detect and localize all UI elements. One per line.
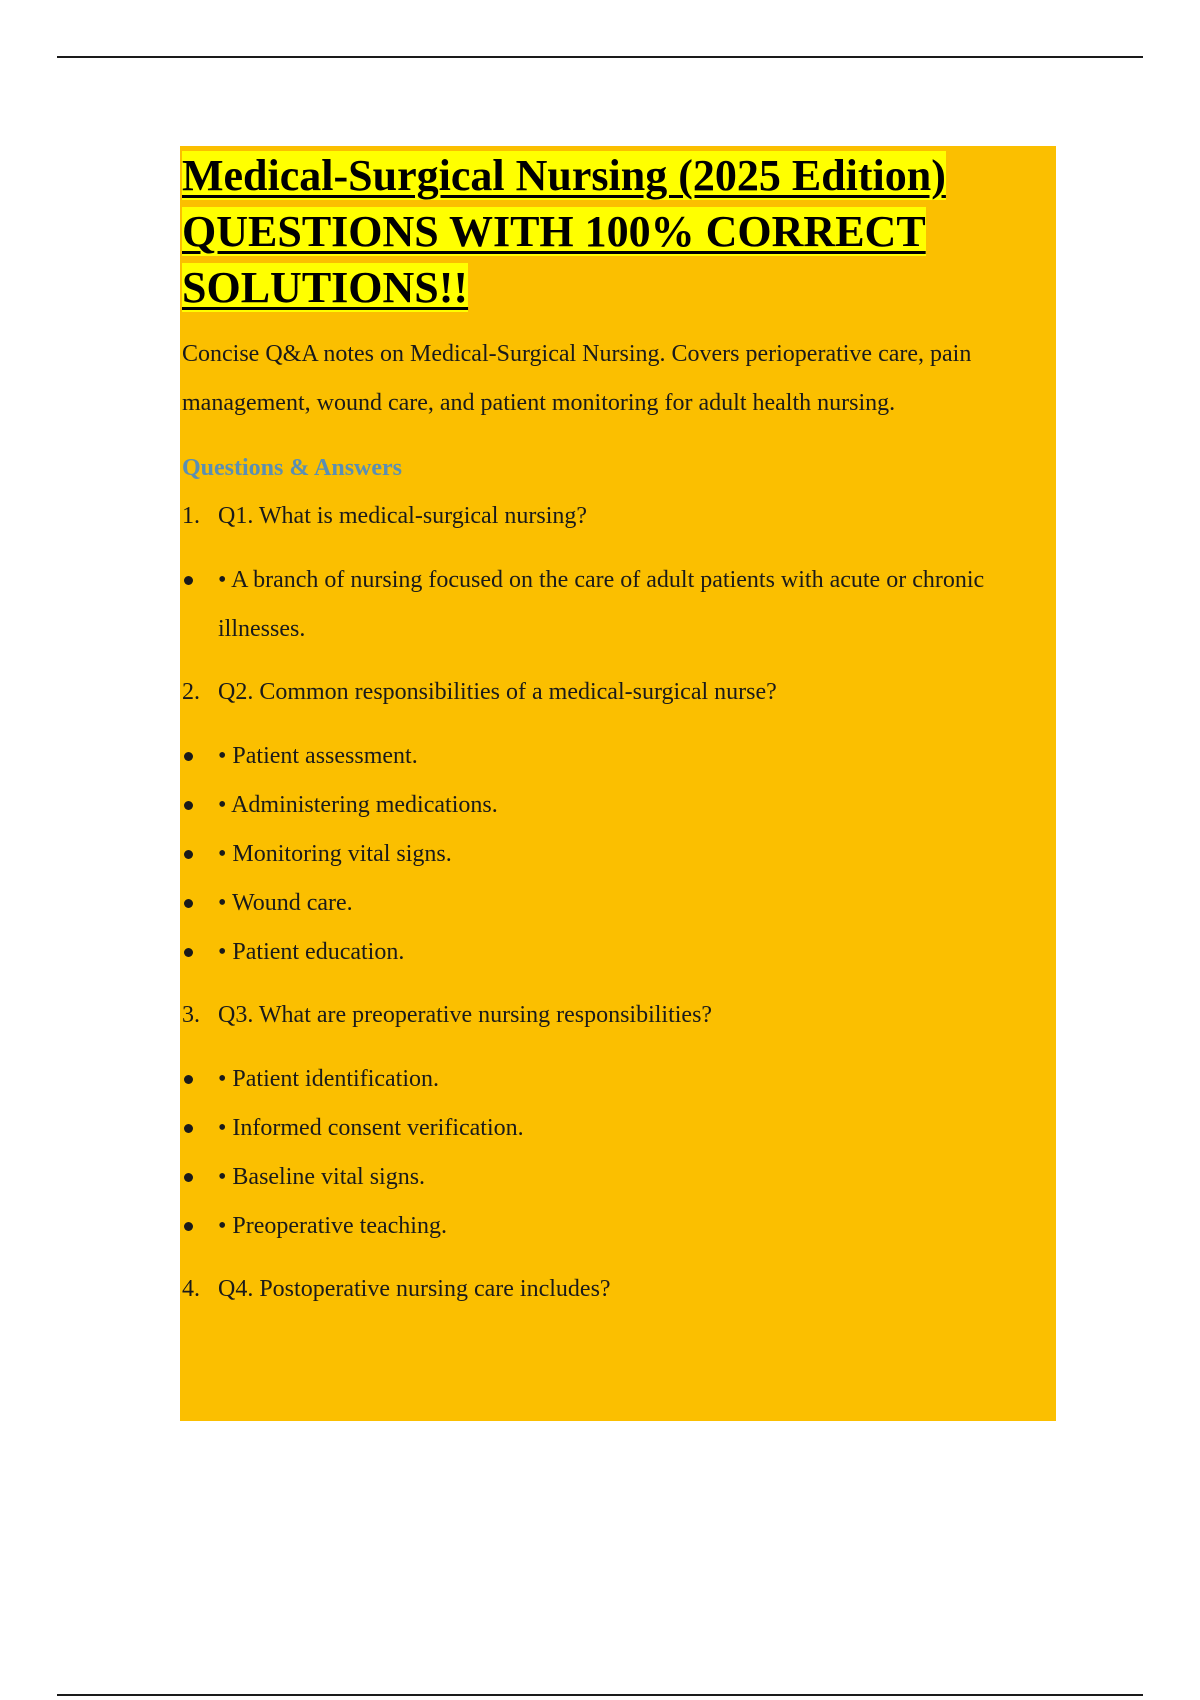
answer-text: • Monitoring vital signs. [218,841,452,867]
title-line: Medical-Surgical Nursing (2025 Edition) [182,151,946,200]
answer-text: • Informed consent verification. [218,1115,524,1141]
bullet-icon [184,899,193,908]
question-number: 1. [182,503,200,529]
question-number: 4. [182,1276,200,1302]
answer-text: • Patient identification. [218,1066,440,1092]
answer-list-3 [182,1055,1054,1251]
answer-list-1 [182,556,1054,654]
answer-item [182,928,1054,977]
document-content [180,146,1056,1421]
question-text: Q1. What is medical-surgical nursing? [218,503,588,529]
answer-text: • Patient education. [218,939,405,965]
question-1 [182,496,1054,536]
answer-item [182,1153,1054,1202]
bullet-icon [184,576,193,585]
answer-text: • Wound care. [218,890,353,916]
bullet-icon [184,948,193,957]
bullet-icon [184,1124,193,1133]
answer-text: • Administering medications. [218,792,498,818]
answer-item [182,781,1054,830]
answer-item [182,830,1054,879]
question-text: Q4. Postoperative nursing care includes? [218,1276,611,1302]
bullet-icon [184,850,193,859]
question-text: Q3. What are preoperative nursing responsibilities? [218,1002,713,1028]
question-4 [182,1269,1054,1309]
answer-item [182,1055,1054,1104]
header-rule [57,56,1143,58]
footer-rule [57,1694,1143,1696]
question-number: 3. [182,1002,200,1028]
document-title [182,146,1054,316]
answer-item [182,879,1054,928]
answer-text: • Patient assessment. [218,743,418,769]
answer-item [182,1202,1054,1251]
intro-paragraph: Concise Q&A notes on Medical-Surgical Nursing. Covers perioperative care, pain management, wound care, and patient monitoring for adult health nursing. [182,341,972,416]
question-text: Q2. Common responsibilities of a medical-surgical nurse? [218,679,777,705]
answer-list-2 [182,732,1054,977]
bullet-icon [184,1222,193,1231]
answer-item [182,1104,1054,1153]
question-2 [182,672,1054,712]
answer-item [182,556,1054,654]
title-line: SOLUTIONS!! [182,263,469,312]
answer-text: • Baseline vital signs. [218,1164,426,1190]
bullet-icon [184,801,193,810]
bullet-icon [184,752,193,761]
bullet-icon [184,1075,193,1084]
question-number: 2. [182,679,200,705]
answer-text: • A branch of nursing focused on the care of adult patients with acute or chronic illnesses. [218,567,985,642]
title-line: QUESTIONS WITH 100% CORRECT [182,207,926,256]
answer-text: • Preoperative teaching. [218,1213,447,1239]
bullet-icon [184,1173,193,1182]
question-3 [182,995,1054,1035]
answer-item [182,732,1054,781]
section-heading: Questions & Answers [182,455,403,481]
